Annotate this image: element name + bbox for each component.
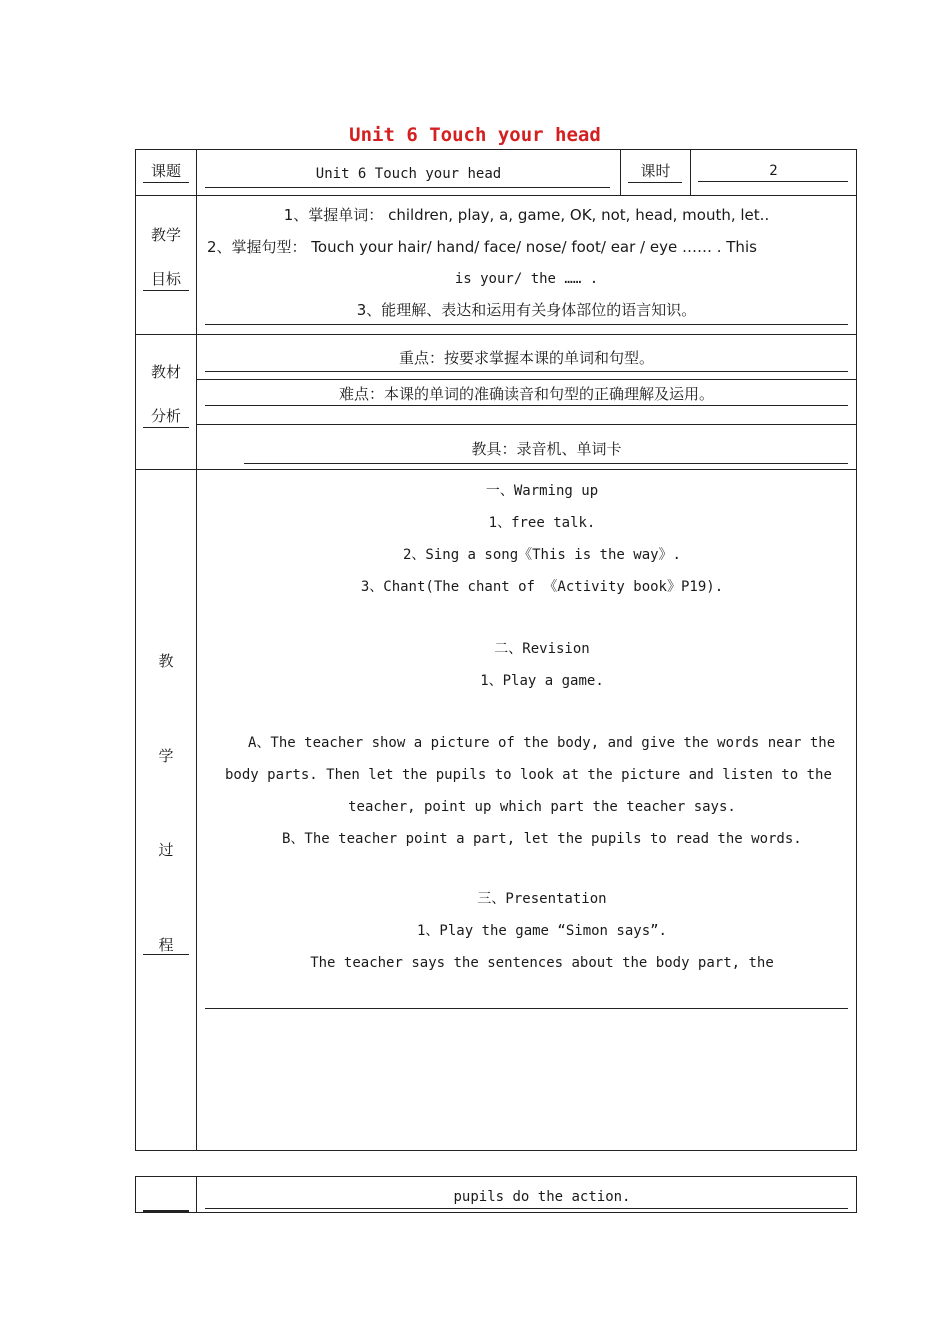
objectives-label-2: 目标	[150, 270, 181, 288]
process-line-play-game: 1、Play a game.	[480, 673, 604, 689]
process-label-1: 教	[158, 652, 174, 670]
objective-sentences-cont: is your/ the …… .	[454, 271, 599, 287]
objective-knowledge: 3、能理解、表达和运用有关身体部位的语言知识。	[356, 301, 697, 319]
process-heading-presentation: 三、Presentation	[477, 891, 607, 907]
period-value: 2	[769, 163, 778, 179]
key-point: 重点：按要求掌握本课的单词和句型。	[398, 349, 654, 367]
process-heading-warmup: 一、Warming up	[485, 483, 599, 499]
process-line-teacher-says: The teacher says the sentences about the body part, the	[310, 955, 774, 971]
topic-label: 课题	[150, 162, 181, 180]
process-heading-revision: 二、Revision	[494, 641, 590, 657]
analysis-label-2: 分析	[150, 407, 181, 425]
topic-value: Unit 6 Touch your head	[315, 166, 502, 182]
process-label-3: 过	[158, 841, 174, 859]
process-line-sing: 2、Sing a song《This is the way》.	[402, 547, 681, 563]
analysis-label-1: 教材	[150, 363, 181, 381]
teaching-aids: 教具：录音机、单词卡	[471, 440, 622, 458]
process-paragraph-a-2: body parts. Then let the pupils to look at the picture and listen to the	[225, 767, 832, 783]
objective-sentences: 2、掌握句型： Touch your hair/ hand/ face/ nose/ foot/ ear / eye …… . This	[207, 238, 757, 256]
continuation-line: pupils do the action.	[453, 1189, 631, 1205]
process-paragraph-b: B、The teacher point a part, let the pupils to read the words.	[282, 831, 802, 847]
process-line-simon-says: 1、Play the game “Simon says”.	[416, 923, 667, 939]
process-line-free-talk: 1、free talk.	[488, 515, 596, 531]
objectives-label-1: 教学	[150, 226, 181, 244]
document-title: Unit 6 Touch your head	[349, 124, 601, 146]
difficult-point: 难点：本课的单词的准确读音和句型的正确理解及运用。	[338, 385, 714, 403]
process-label-4: 程	[158, 936, 174, 954]
objective-words: 1、掌握单词： children, play, a, game, OK, not, head, mouth, let..	[283, 206, 770, 224]
process-paragraph-a-3: teacher, point up which part the teacher says.	[348, 799, 736, 815]
process-label-2: 学	[158, 747, 174, 765]
process-line-chant: 3、Chant(The chant of 《Activity book》P19).	[360, 579, 724, 595]
period-label: 课时	[640, 162, 671, 180]
process-paragraph-a-1: A、The teacher show a picture of the body, and give the words near the	[248, 735, 836, 751]
